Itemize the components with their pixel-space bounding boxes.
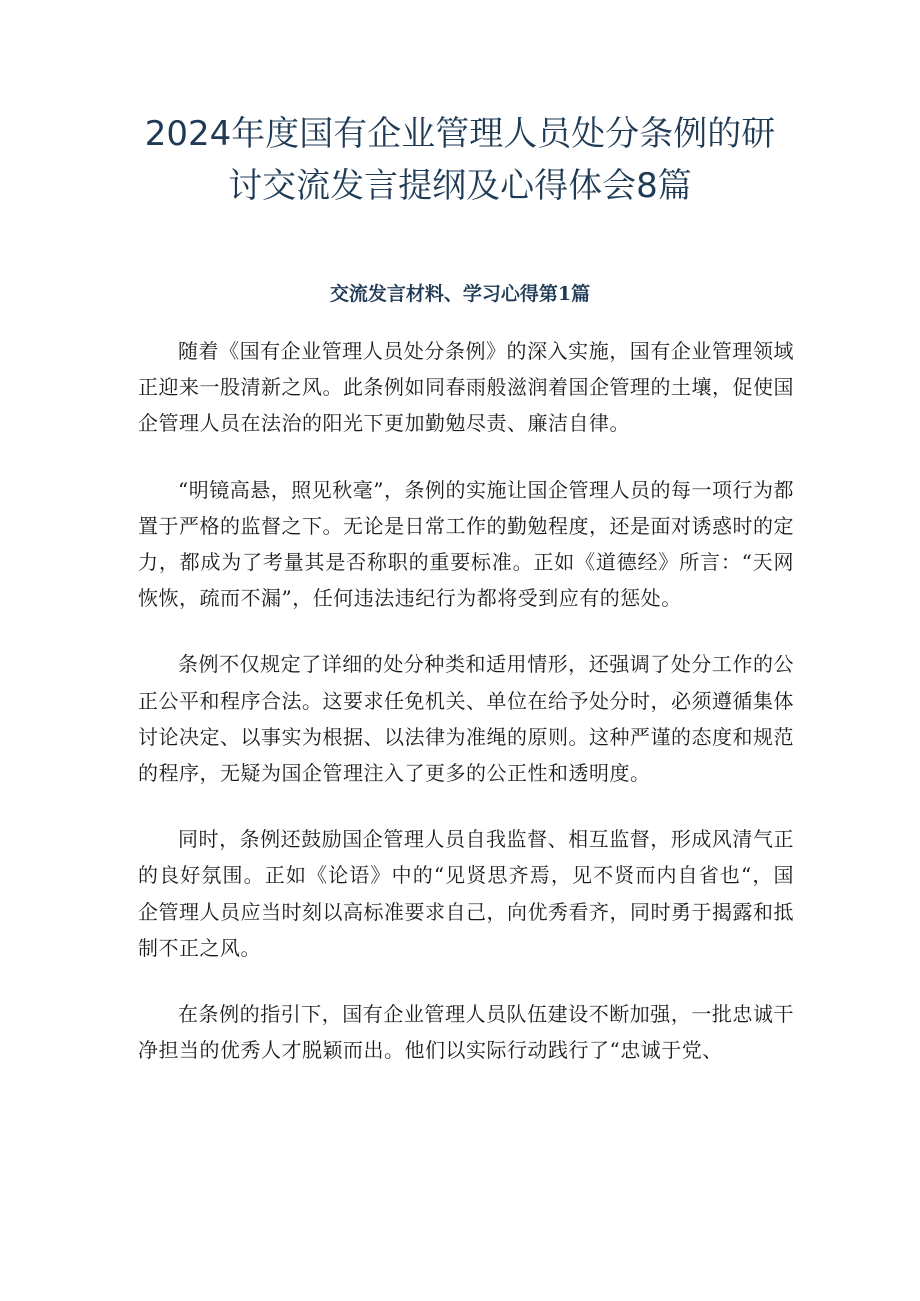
- title-line-1: 2024年度国有企业管理人员处分条例的研: [144, 114, 776, 154]
- paragraph: 随着《国有企业管理人员处分条例》的深入实施，国有企业管理领域正迎来一股清新之风。此条例如同春雨般滋润着国企管理的土壤，促使国企管理人员在法治的阳光下更加勤勉尽责、廉洁自律。: [138, 339, 794, 436]
- title-line-2: 讨交流发言提纲及心得体会8篇: [228, 166, 692, 206]
- document-title: [120, 108, 800, 212]
- paragraph: 同时，条例还鼓励国企管理人员自我监督、相互监督，形成风清气正的良好氛围。正如《论语》中的“见贤思齐焉，见不贤而内自省也“，国企管理人员应当时刻以高标准要求自己，向优秀看齐，同时勇于揭露和抵制不正之风。: [138, 827, 794, 960]
- paragraph: 在条例的指引下，国有企业管理人员队伍建设不断加强，一批忠诚干净担当的优秀人才脱颖而出。他们以实际行动践行了“忠诚于党、: [138, 1002, 794, 1063]
- document-body: [138, 333, 794, 1098]
- paragraph: 条例不仅规定了详细的处分种类和适用情形，还强调了处分工作的公正公平和程序合法。这要求任免机关、单位在给予处分时，必须遵循集体讨论决定、以事实为根据、以法律为准绳的原则。这种严谨的态度和规范的程序，无疑为国企管理注入了更多的公正性和透明度。: [138, 652, 794, 786]
- section-heading: 交流发言材料、学习心得第1篇: [329, 283, 591, 305]
- paragraph: “明镜高悬，照见秋毫”，条例的实施让国企管理人员的每一项行为都置于严格的监督之下。无论是日常工作的勤勉程度，还是面对诱惑时的定力，都成为了考量其是否称职的重要标准。正如《道德经》所言：“天网恢恢，疏而不漏”，任何违法违纪行为都将受到应有的惩处。: [138, 477, 794, 611]
